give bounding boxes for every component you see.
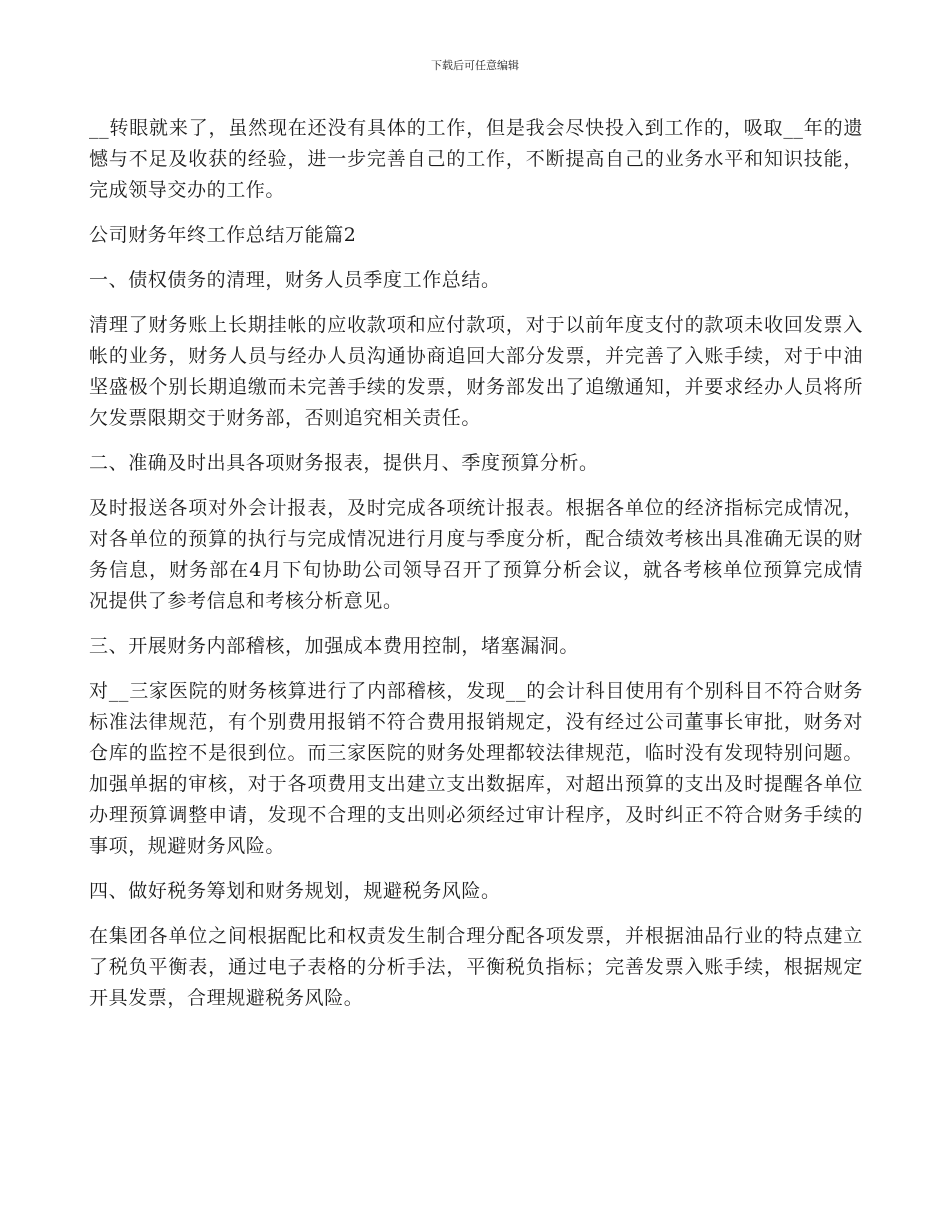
paragraph-3: 对__三家医院的财务核算进行了内部稽核，发现__的会计科目使用有个别科目不符合财务标准法律规范，有个别费用报销不符合费用报销规定，没有经过公司董事长审批，财务对仓库的监控不是很到位。而三家医院的财务处理都较法律规范，临时没有发现特别问题。加强单据的审核，对于各项费用支出建立支出数据库，对超出预算的支出及时提醒各单位办理预算调整申请，发现不合理的支出则必须经过审计程序，及时纠正不符合财务手续的事项，规避财务风险。 — [89, 680, 863, 857]
heading-2: 二、准确及时出具各项财务报表，提供月、季度预算分析。 — [89, 452, 599, 474]
page-header: 下载后可任意编辑 — [431, 59, 519, 72]
section-title: 公司财务年终工作总结万能篇2 — [89, 224, 357, 246]
paragraph-4: 在集团各单位之间根据配比和权责发生制合理分配各项发票，并根据油品行业的特点建立了税负平衡表，通过电子表格的分析手法，平衡税负指标；完善发票入账手续，根据规定开具发票，合理规避税务风险。 — [89, 925, 863, 1009]
heading-4: 四、做好税务筹划和财务规划，规避税务风险。 — [89, 880, 501, 902]
heading-3: 三、开展财务内部稽核，加强成本费用控制，堵塞漏洞。 — [89, 635, 580, 657]
document-body — [89, 113, 863, 1028]
paragraph-2: 及时报送各项对外会计报表，及时完成各项统计报表。根据各单位的经济指标完成情况，对各单位的预算的执行与完成情况进行月度与季度分析，配合绩效考核出具准确无误的财务信息，财务部在4月下旬协助公司领导召开了预算分析会议，就各考核单位预算完成情况提供了参考信息和考核分析意见。 — [89, 497, 863, 612]
paragraph-intro: __转眼就来了，虽然现在还没有具体的工作，但是我会尽快投入到工作的，吸取__年的遗憾与不足及收获的经验，进一步完善自己的工作，不断提高自己的业务水平和知识技能，完成领导交办的工作。 — [89, 117, 863, 201]
paragraph-1: 清理了财务账上长期挂帐的应收款项和应付款项，对于以前年度支付的款项未收回发票入帐的业务，财务人员与经办人员沟通协商追回大部分发票，并完善了入账手续，对于中油坚盛极个别长期追缴而未完善手续的发票，财务部发出了追缴通知，并要求经办人员将所欠发票限期交于财务部，否则追究相关责任。 — [89, 314, 863, 429]
heading-1: 一、债权债务的清理，财务人员季度工作总结。 — [89, 269, 501, 291]
